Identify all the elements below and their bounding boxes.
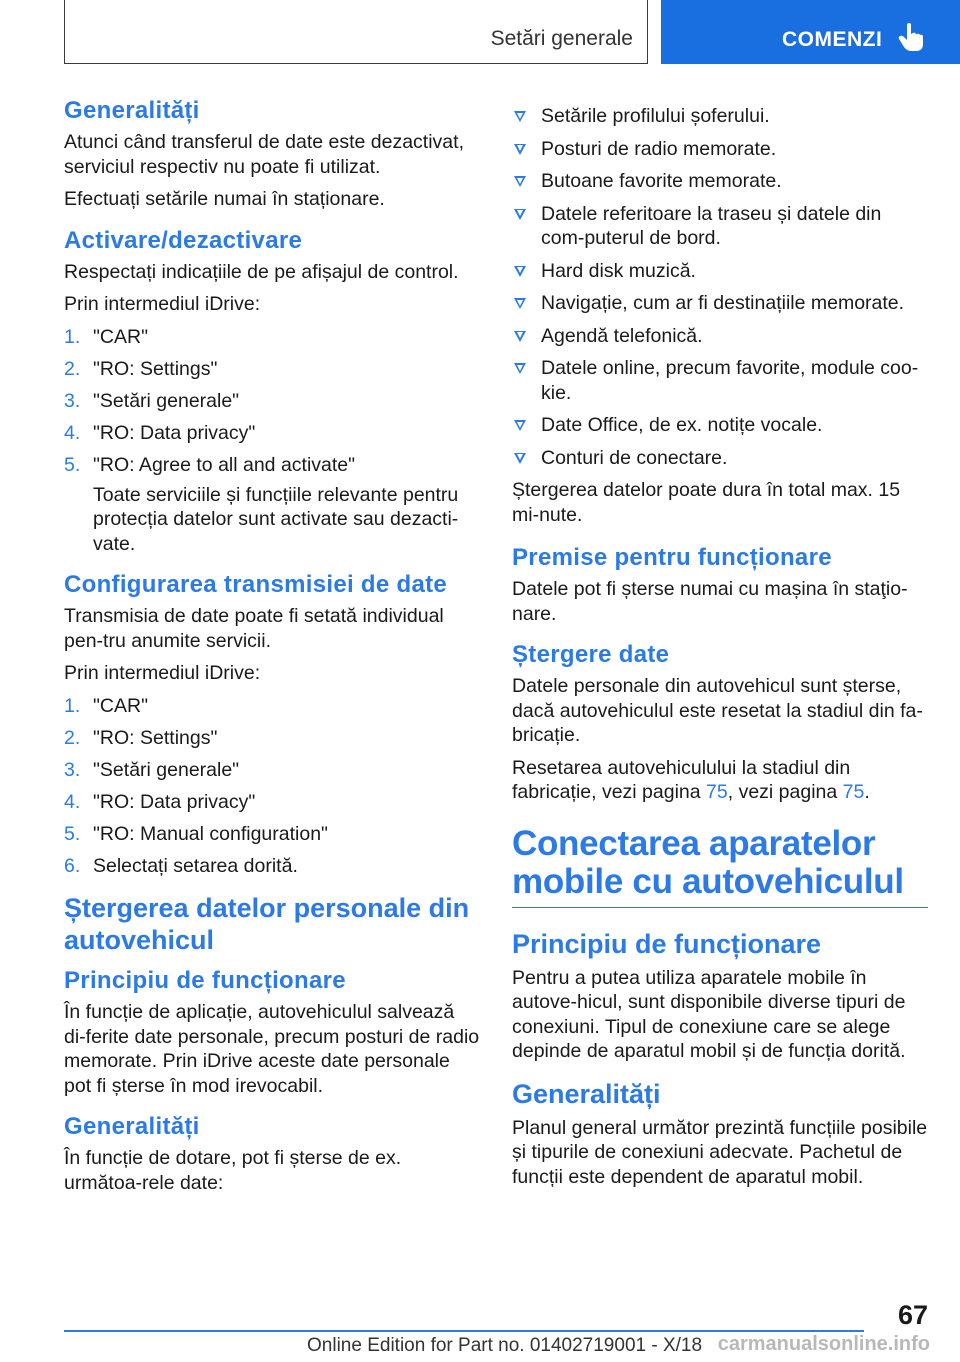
section-generalitati-2	[64, 1112, 480, 1195]
section-title: Activare/dezactivare	[64, 226, 303, 254]
footer-divider	[64, 1330, 864, 1332]
paragraph-text: , vezi pagina	[727, 781, 843, 803]
section-activare	[64, 226, 480, 557]
step-text: "RO: Data privacy"	[93, 790, 256, 813]
paragraph: Datele personale din autovehicul sunt șterse, dacă autovehiculul este resetat la stadiul din fa‐bricație.	[512, 675, 923, 746]
footer-edition: Online Edition for Part no. 01402719001 - X/18	[307, 1335, 703, 1356]
section-stergerea	[64, 892, 480, 956]
paragraph-text: .	[864, 781, 870, 803]
triangle-bullet-icon	[514, 331, 526, 342]
list-item	[512, 356, 928, 405]
list-item-text: Setările profilului șoferului.	[541, 105, 770, 127]
step-text: "CAR"	[93, 694, 149, 717]
section-generalitati-conectare	[512, 1078, 928, 1190]
step-number: 2.	[64, 726, 81, 749]
tab-comenzi-label: COMENZI	[782, 28, 883, 51]
list-item	[512, 169, 928, 194]
section-premise	[512, 543, 928, 626]
step-text: "RO: Agree to all and activate"	[93, 453, 356, 476]
list-item-text: Date Office, de ex. notițe vocale.	[541, 414, 823, 436]
list-item	[512, 137, 928, 162]
step-item	[64, 790, 480, 815]
step-item	[64, 453, 480, 478]
list-item	[512, 413, 928, 438]
triangle-bullet-icon	[514, 363, 526, 374]
paragraph: Respectați indicațiile de pe afișajul de control.	[64, 260, 459, 283]
paragraph: Pentru a putea utiliza aparatele mobile în autove‐hicul, sunt disponibile diverse tipuri de conexiuni. Tipul de conexiune care se alege depinde de aparatul mobil și de funcția dorită.	[512, 966, 906, 1062]
chapter-title: Conectarea aparatelor mobile cu autovehiculul	[512, 823, 904, 901]
section-title: Principiu de funcționare	[64, 967, 346, 994]
triangle-bullet-icon	[514, 176, 526, 187]
step-number: 2.	[64, 357, 81, 380]
paragraph: În funcție de dotare, pot fi șterse de ex. următoa‐rele date:	[64, 1147, 402, 1194]
step-text: "Setări generale"	[93, 389, 240, 412]
tab-comenzi[interactable]	[661, 0, 960, 64]
section-generalitati	[64, 96, 480, 212]
paragraph: Atunci când transferul de date este dezactivat, serviciul respectiv nu poate fi utilizat.	[64, 131, 464, 178]
step-number: 1.	[64, 694, 81, 717]
step-number: 4.	[64, 790, 81, 813]
step-number: 6.	[64, 854, 81, 877]
section-heading: Principiu de funcționare	[512, 928, 822, 959]
paragraph-text: Resetarea autovehiculului la stadiul din fabricație, vezi pagina	[512, 756, 851, 803]
step-item	[64, 694, 480, 719]
triangle-bullet-icon	[514, 111, 526, 122]
page-link[interactable]: 75	[842, 781, 865, 803]
list-item	[512, 291, 928, 316]
step-item	[64, 758, 480, 783]
step-number: 3.	[64, 758, 81, 781]
step-text: "Setări generale"	[93, 758, 240, 781]
list-item	[512, 202, 928, 251]
triangle-bullet-icon	[514, 420, 526, 431]
paragraph: Transmisia de date poate fi setată individual pen‐tru anumite servicii.	[64, 605, 444, 652]
header-section-label: Setări generale	[490, 27, 633, 50]
section-title: Premise pentru funcționare	[512, 544, 832, 571]
list-item-text: Navigație, cum ar fi destinațiile memorate.	[541, 292, 905, 314]
steps-list	[64, 694, 480, 879]
step-number: 5.	[64, 453, 81, 476]
list-item-text: Agendă telefonică.	[541, 324, 703, 347]
step-item	[64, 357, 480, 382]
step-number: 1.	[64, 325, 81, 348]
triangle-bullet-icon	[514, 144, 526, 155]
list-item-text: Datele online, precum favorite, module coo‐kie.	[541, 357, 919, 404]
section-title: Configurarea transmisiei de date	[64, 571, 448, 598]
section-heading: Ștergerea datelor personale din autovehicul	[64, 893, 470, 955]
section-principiu-conectare	[512, 928, 928, 1064]
step-text: Selectați setarea dorită.	[93, 854, 298, 877]
paragraph	[512, 756, 928, 805]
step-item	[64, 421, 480, 446]
chapter-header	[512, 825, 928, 908]
list-item-text: Butoane favorite memorate.	[541, 170, 782, 192]
step-text: "RO: Settings"	[93, 357, 218, 380]
paragraph: Datele pot fi șterse numai cu mașina în staţio‐nare.	[512, 578, 908, 625]
triangle-bullet-icon	[514, 209, 526, 220]
paragraph: Prin intermediul iDrive:	[64, 293, 261, 315]
paragraph: Planul general următor prezintă funcțiile posibile și tipurile de conexiuni adecvate. Pachetul de funcții este dependent de aparatul mobil.	[512, 1116, 928, 1188]
section-configurarea	[64, 570, 480, 878]
step-number: 5.	[64, 822, 81, 845]
list-item	[512, 104, 928, 129]
list-item	[512, 259, 928, 284]
paragraph: În funcție de aplicație, autovehiculul salvează di‐ferite date personale, precum posturi de radio memorate. Prin iDrive aceste date personale pot fi șterse în mod irevocabil.	[64, 1001, 480, 1097]
section-stergere-date	[512, 640, 928, 805]
triangle-bullet-icon	[514, 266, 526, 277]
section-title: Generalități	[64, 97, 200, 124]
paragraph: Efectuați setările numai în staționare.	[64, 188, 385, 210]
page-number: 67	[897, 1300, 928, 1330]
step-text: "RO: Settings"	[93, 726, 218, 749]
page-link[interactable]: 75	[706, 781, 728, 803]
list-item-text: Conturi de conectare.	[541, 446, 728, 469]
section-title: Generalități	[64, 1113, 200, 1140]
header-section-box	[64, 0, 648, 64]
step-number: 3.	[64, 389, 81, 412]
right-column	[512, 104, 928, 1203]
step-item	[64, 854, 480, 879]
step-note: Toate serviciile și funcțiile relevante pentru protecția datelor sunt activate sau dezacti‐vate.	[93, 483, 459, 555]
step-text: "CAR"	[93, 325, 149, 348]
data-list	[512, 104, 928, 470]
paragraph: Prin intermediul iDrive:	[64, 662, 261, 684]
list-item	[512, 324, 928, 349]
list-item-text: Datele referitoare la traseu și datele din com‐puterul de bord.	[541, 202, 882, 249]
step-text: "RO: Data privacy"	[93, 421, 256, 444]
list-item-text: Hard disk muzică.	[541, 259, 696, 282]
step-item	[64, 325, 480, 350]
hand-pointer-icon	[897, 22, 925, 52]
steps-list	[64, 325, 480, 478]
step-item	[64, 822, 480, 847]
step-text: "RO: Manual configuration"	[93, 822, 328, 845]
paragraph: Ștergerea datelor poate dura în total max. 15 mi‐nute.	[512, 479, 901, 526]
step-item	[64, 726, 480, 751]
watermark: carmanualsonline.info	[717, 1333, 930, 1355]
triangle-bullet-icon	[514, 298, 526, 309]
section-principiu	[64, 966, 480, 1098]
list-item-text: Posturi de radio memorate.	[541, 137, 777, 160]
section-heading: Generalități	[512, 1078, 661, 1109]
left-column	[64, 96, 480, 1209]
step-number: 4.	[64, 421, 81, 444]
section-title: Ștergere date	[512, 641, 670, 668]
step-item	[64, 389, 480, 414]
list-item	[512, 446, 928, 471]
triangle-bullet-icon	[514, 453, 526, 464]
